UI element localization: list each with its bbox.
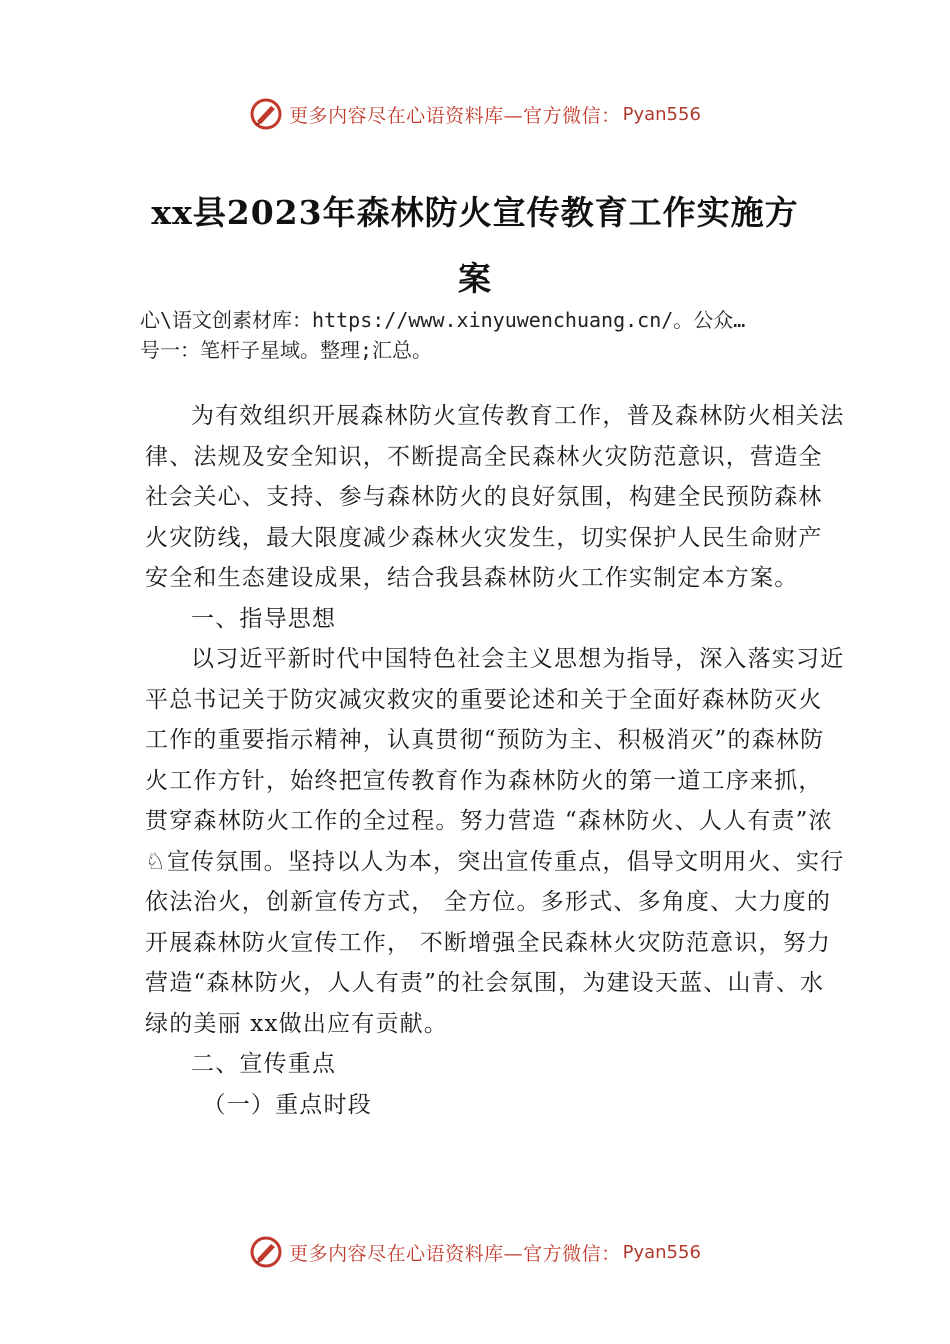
- document-title: [120, 180, 830, 312]
- source-line-1: 心\语文创素材库：https://www.xinyuwenchuang.cn/。公众…: [140, 308, 746, 332]
- document-body: [145, 396, 845, 1125]
- pen-circle-logo-icon: [249, 1235, 283, 1269]
- source-note: [140, 305, 840, 365]
- title-line-2: 案: [458, 259, 492, 298]
- banner-wechat-id: Pyan556: [622, 103, 701, 125]
- section-heading-publicity-focus: 二、宣传重点: [191, 1051, 337, 1077]
- pen-circle-logo-icon: [249, 97, 283, 131]
- footer-banner: [0, 1232, 950, 1272]
- source-line-2: 号一：笔杆子星域。整理;汇总。: [140, 338, 433, 362]
- banner-wechat-id: Pyan556: [622, 1241, 701, 1263]
- section-heading-guiding-thought: 一、指导思想: [191, 605, 337, 632]
- paragraph-intro: 为有效组织开展森林防火宣传教育工作，普及森林防火相关法律、法规及安全知识，不断提高全民森林火灾防范意识，营造全社会关心、支持、参与森林防火的良好氛围，构建全民预防森林火灾防线，最大限度减少森林火灾发生，切实保护人民生命财产安全和生态建设成果，结合我县森林防火工作实制定本方案。: [145, 403, 845, 591]
- paragraph-guiding-thought: 以习近平新时代中国特色社会主义思想为指导，深入落实习近平总书记关于防灾减灾救灾的重要论述和关于全面好森林防灭火工作的重要指示精神，认真贯彻“预防为主、积极消灭”的森林防火工作方针，始终把宣传教育作为森林防火的第一道工序来抓，贯穿森林防火工作的全过程。努力营造 “森林防火、人人有责”浓♘宣传氛围。坚持以人为本，突出宣传重点，倡导文明用火、实行依法治火，创新宣传方式， 全方位。多形式、多角度、大力度的开展森林防火宣传工作， 不断增强全民森林火灾防范意识，努力营造“森林防火，人人有责”的社会氛围，为建设天蓝、山青、水绿的美丽 xx做出应有贡献。: [145, 646, 845, 1037]
- subsection-heading-key-periods: （一）重点时段: [202, 1091, 372, 1118]
- header-banner: [0, 94, 950, 134]
- banner-text: 更多内容尽在心语资料库—官方微信：: [289, 1242, 621, 1265]
- banner-text: 更多内容尽在心语资料库—官方微信：: [289, 104, 621, 127]
- title-line-1: xx县2023年森林防火宣传教育工作实施方: [151, 193, 799, 232]
